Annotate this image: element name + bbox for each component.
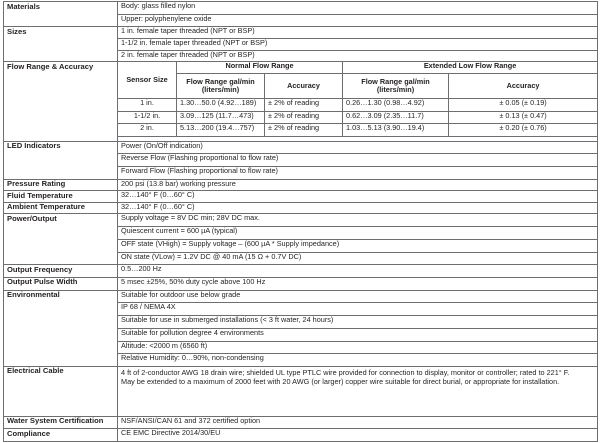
pulse-width-row [4, 277, 598, 290]
extended-flow-header: Extended Low Flow Range [343, 62, 598, 74]
ext-accuracy-subheader: Accuracy [449, 73, 598, 98]
led-item: Reverse Flow (Flashing proportional to flow rate) [118, 154, 598, 167]
sizes-label: Sizes [4, 27, 118, 62]
cable-text-1: 4 ft of 2-conductor AWG 18 drain wire; shielded UL type PTLC wire provided for connection to display, monitor or controller; rated to 221° F. [121, 367, 570, 377]
environmental-item: Altitude: <2000 m (6560 ft) [118, 341, 598, 354]
output-freq-value: 0.5…200 Hz [118, 265, 598, 278]
ext-accuracy-cell: ± 0.20 (± 0.76) [449, 124, 598, 137]
size-item: 2 in. female taper threaded (NPT or BSP) [118, 50, 598, 62]
led-label: LED Indicators [4, 141, 118, 179]
pressure-value: 200 psi (13.8 bar) working pressure [118, 179, 598, 191]
output-freq-row [4, 265, 598, 278]
fluid-temp-row [4, 191, 598, 203]
normal-accuracy-cell: ± 2% of reading [265, 111, 343, 124]
environmental-item: Suitable for outdoor use below grade [118, 290, 598, 303]
environmental-label: Environmental [4, 290, 118, 366]
size-item: 1-1/2 in. female taper threaded (NPT or BSP) [118, 38, 598, 50]
power-item: Quiescent current = 600 µA (typical) [118, 227, 598, 240]
normal-accuracy-subheader: Accuracy [265, 73, 343, 98]
environmental-item: Suitable for pollution degree 4 environments [118, 328, 598, 341]
led-row [4, 141, 598, 154]
materials-body: Body: glass filled nylon [118, 2, 598, 15]
environmental-row [4, 290, 598, 303]
pulse-width-label: Output Pulse Width [4, 277, 118, 290]
size-item: 1 in. female taper threaded (NPT or BSP) [118, 27, 598, 39]
normal-flow-range-subheader: Flow Range gal/min (liters/min) [177, 73, 265, 98]
normal-range-cell: 1.30…50.0 (4.92…189) [177, 99, 265, 112]
sensor-size-header: Sensor Size [118, 62, 177, 99]
normal-range-cell: 3.09…125 (11.7…473) [177, 111, 265, 124]
water-cert-label: Water System Certification [4, 416, 118, 429]
power-item: ON state (VLow) = 1.2V DC @ 40 mA (15 Ω + 0.7V DC) [118, 252, 598, 265]
ext-accuracy-cell: ± 0.13 (± 0.47) [449, 111, 598, 124]
power-item: Supply voltage = 8V DC min; 28V DC max. [118, 214, 598, 227]
ext-accuracy-cell: ± 0.05 (± 0.19) [449, 99, 598, 112]
led-item: Power (On/Off indication) [118, 141, 598, 154]
materials-label: Materials [4, 2, 118, 27]
cable-row [4, 366, 598, 416]
water-cert-row [4, 416, 598, 429]
fluid-temp-label: Fluid Temperature [4, 191, 118, 203]
ext-range-cell: 0.62…3.09 (2.35…11.7) [343, 111, 449, 124]
environmental-item: Relative Humidity: 0…90%, non-condensing [118, 354, 598, 367]
specifications-table [3, 1, 598, 442]
normal-accuracy-cell: ± 2% of reading [265, 124, 343, 137]
pressure-label: Pressure Rating [4, 179, 118, 191]
ambient-temp-value: 32…140° F (0…60° C) [118, 202, 598, 214]
normal-accuracy-cell: ± 2% of reading [265, 99, 343, 112]
led-item: Forward Flow (Flashing proportional to flow rate) [118, 167, 598, 180]
ambient-temp-label: Ambient Temperature [4, 202, 118, 214]
environmental-item: IP 68 / NEMA 4X [118, 303, 598, 316]
ext-range-cell: 0.26…1.30 (0.98…4.92) [343, 99, 449, 112]
ambient-temp-row [4, 202, 598, 214]
materials-upper: Upper: polyphenylene oxide [118, 14, 598, 27]
power-row [4, 214, 598, 227]
output-freq-label: Output Frequency [4, 265, 118, 278]
flow-range-label: Flow Range & Accuracy [4, 62, 118, 142]
normal-flow-header: Normal Flow Range [177, 62, 343, 74]
cable-text-2: May be extended to a maximum of 2000 feet with 20 AWG (or larger) copper wire suitable for direct burial, or appropriate for installation. [121, 377, 560, 387]
fluid-temp-value: 32…140° F (0…60° C) [118, 191, 598, 203]
sensor-size-cell: 1-1/2 in. [118, 111, 177, 124]
compliance-value: CE EMC Directive 2014/30/EU [118, 429, 598, 442]
environmental-item: Suitable for use in submerged installations (< 3 ft water, 24 hours) [118, 316, 598, 329]
flow-range-row [4, 62, 598, 74]
compliance-label: Compliance [4, 429, 118, 442]
materials-row [4, 2, 598, 15]
cable-value [118, 366, 598, 416]
pressure-row [4, 179, 598, 191]
ext-flow-range-subheader: Flow Range gal/min (liters/min) [343, 73, 449, 98]
water-cert-value: NSF/ANSI/CAN 61 and 372 certified option [118, 416, 598, 429]
power-item: OFF state (VHigh) = Supply voltage – (600 µA * Supply impedance) [118, 239, 598, 252]
sizes-row [4, 27, 598, 39]
pulse-width-value: 5 msec ±25%, 50% duty cycle above 100 Hz [118, 277, 598, 290]
sensor-size-cell: 1 in. [118, 99, 177, 112]
sensor-size-cell: 2 in. [118, 124, 177, 137]
normal-range-cell: 5.13…200 (19.4…757) [177, 124, 265, 137]
power-label: Power/Output [4, 214, 118, 265]
ext-range-cell: 1.03…5.13 (3.90…19.4) [343, 124, 449, 137]
compliance-row [4, 429, 598, 442]
cable-label: Electrical Cable [4, 366, 118, 416]
